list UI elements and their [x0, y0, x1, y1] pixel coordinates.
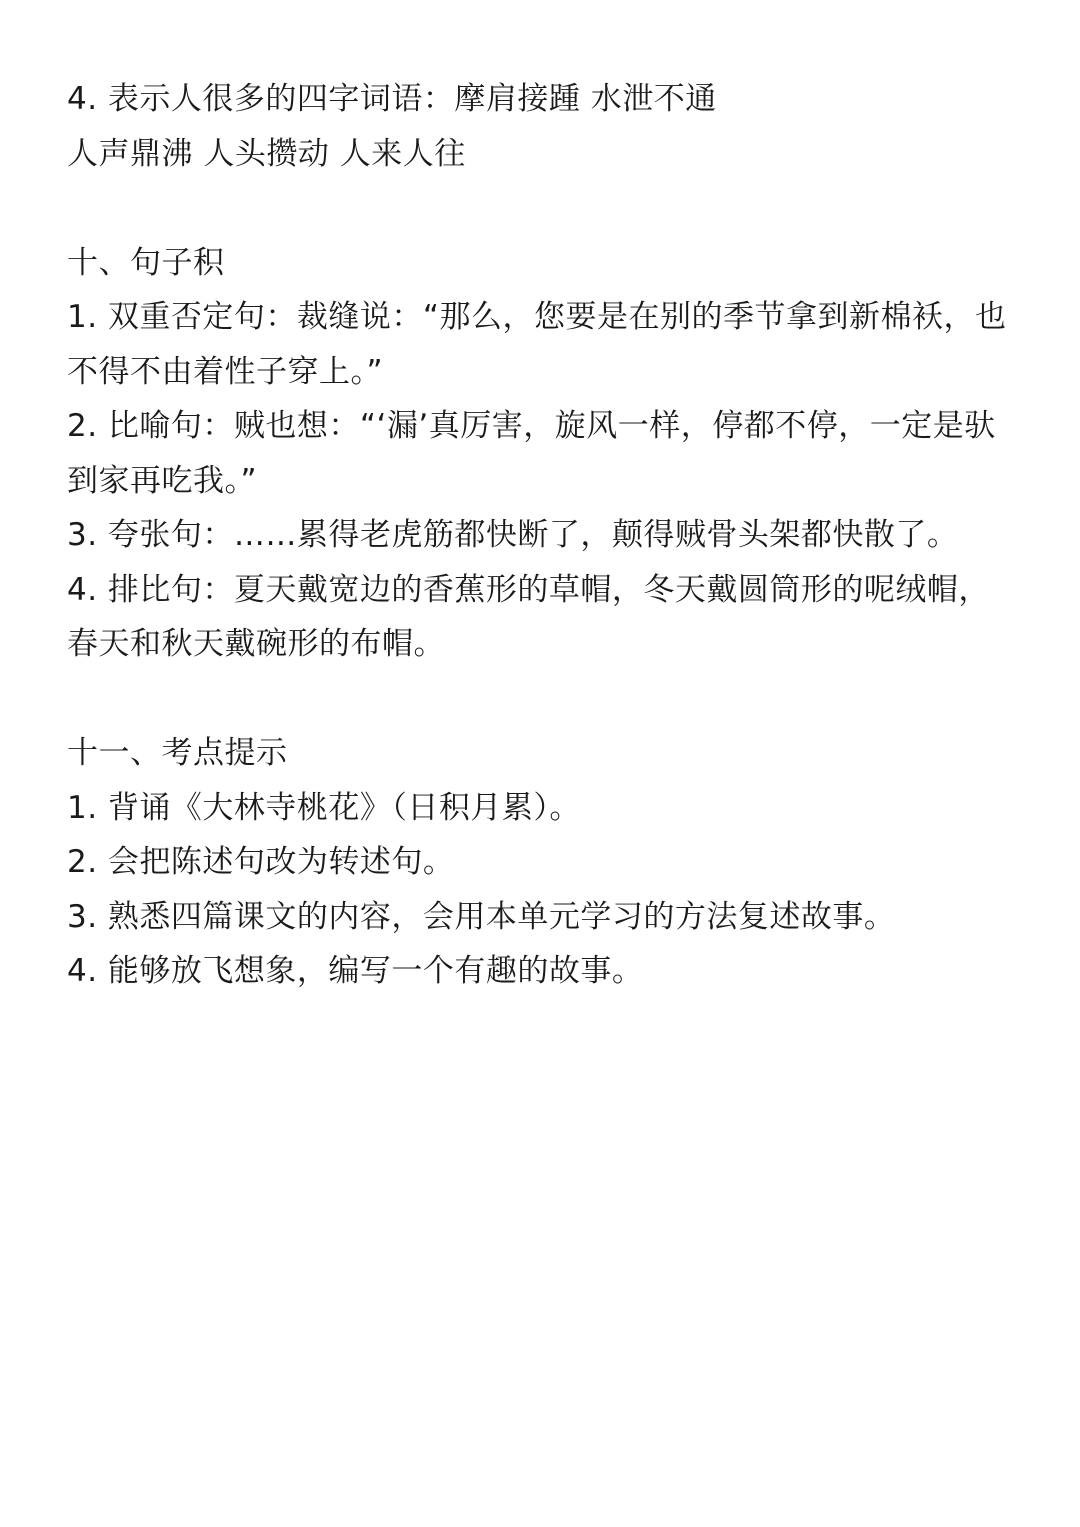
sentence-item-3-line1: 3. 夸张句：……累得老虎筋都快断了，颠得贼骨头架都快散了。: [67, 517, 959, 553]
spacer: [67, 672, 1027, 727]
idiom-item-4-line1: 4. 表示人很多的四字词语：摩肩接踵 水泄不通: [67, 81, 717, 117]
idiom-item-4-line2: 人声鼎沸 人头攒动 人来人往: [67, 135, 466, 172]
sentence-item-1-line2: 不得不由着性子穿上。”: [67, 353, 384, 390]
exam-tip-item-3: 3. 熟悉四篇课文的内容，会用本单元学习的方法复述故事。: [67, 898, 896, 935]
section-10-title: 十、句子积: [67, 244, 225, 281]
sentence-item-4-line1: 4. 排比句：夏天戴宽边的香蕉形的草帽，冬天戴圆筒形的呢绒帽，: [67, 571, 990, 608]
sentence-item-1-line1: 1. 双重否定句：裁缝说：“那么，您要是在别的季节拿到新棉袄，也: [67, 299, 1007, 335]
exam-tip-item-1: 1. 背诵《大林寺桃花》（日积月累）。: [67, 789, 581, 826]
section-11-title: 十一、考点提示: [67, 735, 288, 771]
sentence-item-2-line1: 2. 比喻句：贼也想：“‘漏’真厉害，旋风一样，停都不停，一定是驮: [67, 408, 996, 444]
sentence-item-2-line2: 到家再吃我。”: [67, 462, 258, 499]
exam-tip-item-2: 2. 会把陈述句改为转述句。: [67, 844, 455, 880]
document-page: [67, 72, 1027, 999]
spacer: [67, 181, 1027, 236]
sentence-item-4-line2: 春天和秋天戴碗形的布帽。: [67, 626, 445, 662]
exam-tip-item-4: 4. 能够放飞想象，编写一个有趣的故事。: [67, 953, 644, 989]
